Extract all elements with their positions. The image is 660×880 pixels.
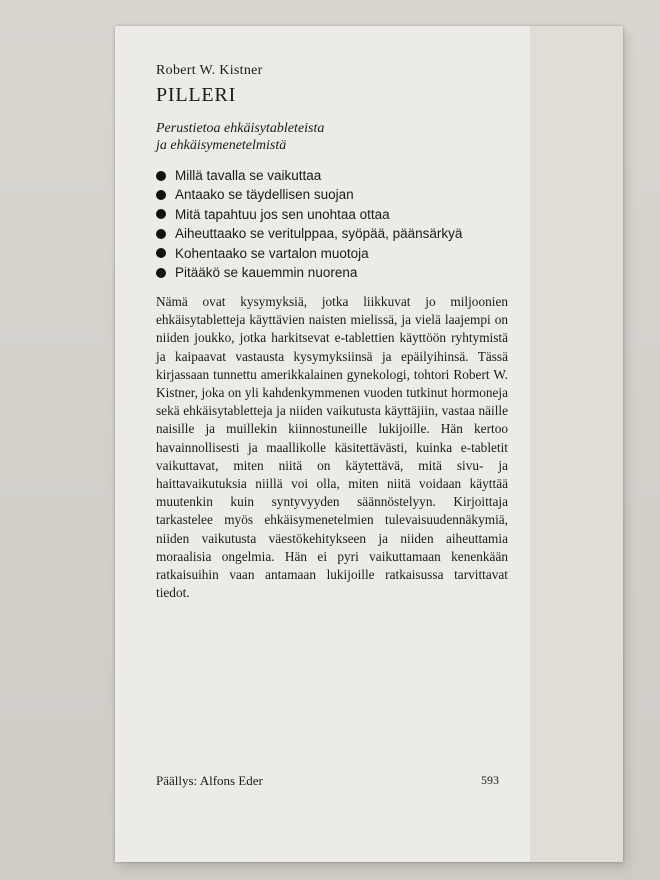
list-item-text: Millä tavalla se vaikuttaa [175,168,322,183]
bullet-dot-icon [156,229,166,239]
cover-credit: Päällys: Alfons Eder [156,773,263,788]
list-item-text: Pitääkö se kauemmin nuorena [175,264,358,280]
author-name: Robert W. Kistner [156,63,263,78]
bullet-dot-icon [156,268,166,278]
description-paragraph: Nämä ovat kysymyksiä, jotka liikkuvat jo miljoonien ehkäisytabletteja käyttävien naisten mielissä, ja vielä laajempi on niiden joukko, jotka harkitsevat e-tablettien käyttöön ryhtymistä ja kaipaavat vastausta kysymyksiinsä ja epäilyihinsä. Tässä kirjassaan tunnettu amerikkalainen gynekologi, tohtori Robert W. Kistner, joka on yli kahdenkymmenen vuoden tutkinut hormoneja sekä ehkäisytabletteja ja niiden vaikutusta käyttäjiin, vastaa näille naisille ja muillekin kiinnostuneille lukijoille. Hän kertoo havainnollisesti ja maallikolle käsitettävästi, kuinka e-tabletit vaikuttavat, miten niitä on käytettävä, mitä sivu- ja haittavaikutuksia niillä voi olla, miten niitä voidaan käyttää muutenkin kuin syntyvyyden säännöstelyyn. Kirjoittaja tarkastelee myös ehkäisymenetelmien tulevaisuudennäkymiä, niiden vaikutusta väestökehitykseen ja niiden aiheuttamia moraalisia ongelmia. Hän ei pyri vaikuttamaan kenenkään ratkaisuihin vaan antamaan lukijoille ratkaisussa tarvittavat tiedot. [156,294,508,601]
bullet-dot-icon [156,248,166,258]
book-title: PILLERI [156,84,237,106]
bullet-dot-icon [156,209,166,219]
list-item-text: Aiheuttaako se veritulppaa, syöpää, päänsärkyä [175,226,463,242]
subtitle-line: ja ehkäisymenetelmistä [156,138,287,153]
list-item [156,224,462,243]
list-item-text: Mitä tapahtuu jos sen unohtaa ottaa [175,206,390,222]
book-back-cover [115,26,623,862]
subtitle-line: Perustietoa ehkäisytableteista [156,121,325,136]
list-item [156,263,462,282]
bullet-dot-icon [156,171,166,181]
list-item [156,166,462,185]
list-item [156,244,462,263]
catalog-number: 593 [481,773,499,787]
question-list [156,166,462,282]
bullet-dot-icon [156,190,166,200]
list-item-text: Antaako se täydellisen suojan [175,187,354,203]
list-item [156,205,462,224]
cover-text-area [115,26,623,862]
list-item [156,185,462,204]
book-subtitle [156,120,324,154]
list-item-text: Kohentaako se vartalon muotoja [175,245,369,261]
